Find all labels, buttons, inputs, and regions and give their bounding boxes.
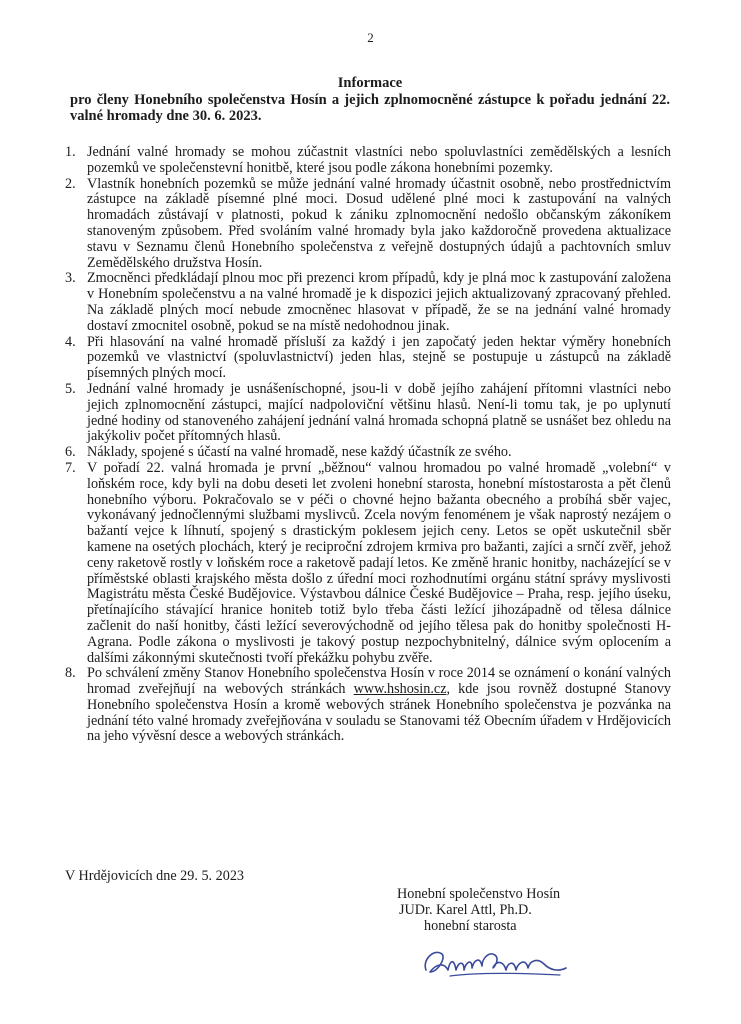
signature-role: honební starosta [424, 918, 517, 934]
signature-organization: Honební společenstvo Hosín [397, 886, 561, 902]
item-text: Jednání valné hromady je usnášeníschopné, jsou-li v době jejího zahájení přítomni vlastníci nebo jejich zplnomocnění zástupci, mající nadpoloviční většinu hlasů. Není-li tomu tak, je po uplynutí jedné hodiny od stanoveného zahájení jednání valná hromada schopná platně se usnášet bez ohledu na jakýkoliv počet přítomných hlasů. [87, 380, 671, 445]
list-item [65, 445, 671, 461]
item-number: 4. [65, 333, 76, 350]
signature-name: JUDr. Karel Attl, Ph.D. [399, 902, 532, 918]
item-text: Náklady, spojené s účastí na valné hromadě, nese každý účastník ze svého. [87, 444, 512, 461]
list-item [65, 461, 671, 666]
list-item [65, 177, 671, 272]
website-link[interactable]: www.hshosin.cz [353, 681, 447, 698]
item-text: V pořadí 22. valná hromada je první „běžnou“ valnou hromadou po valné hromadě „volební“ v loňském roce, kdy byli na dobu deseti let zvoleni honební starosta, honební místostarosta a pět členů honebního výboru. Pokračovalo se v péči o chovné hejno bažanta obecného a probíhá sběr vajec, vykonávaný jednočlennými službami myslivců. Zcela novým fenoménem je však naprostý nezájem o bažantí vejce k líhnutí, spojený s drastickým poklesem jejich ceny. Letos se opět uskutečnil sběr kamene na osetých plochách, který je reciproční zdrojem krmiva pro bažanti, zajíci a srnčí zvěř, jehož ceny raketově rostly v loňském roce a raketově padají letos. Ke změně hranic honitby, nacházející se v příměstské oblasti krajského města došlo z úřední moci rozhodnutími orgánu státní správy myslivosti Magistrátu města České Budějovice. Výstavbou dálnice České Budějovice – Praha, resp. jejího úseku, přetínajícího stávající hranice honiteb totiž bylo třeba části ležící jihozápadně od tělesa dálnice začlenit do naší honitby, části ležící severovýchodně od jejího tělesa pak do honitby společnosti H-Agrana. Podle zákona o myslivosti je takový postup nezpochybnitelný, dálnice svým oplocením a dalšími zákonnými skutečnosti tvoří překážku pohybu zvěře. [87, 459, 671, 666]
item-number: 8. [65, 665, 76, 682]
list-item [65, 666, 671, 745]
list-item [65, 335, 671, 382]
item-text-after-link: , kde jsou rovněž dostupné Stanovy Honebního společenstva Hosín a kromě webových stránek Honebního společenstva je pozvánka na jednání této valné hromady zveřejňována v souladu se Stanovami též Obecním úřadem v Hrdějovicích na jeho vývěsní desce a webových stránkách. [87, 681, 672, 745]
item-number: 2. [65, 175, 76, 192]
signature-block [397, 886, 560, 934]
item-number: 1. [65, 144, 76, 160]
page-number: 2 [367, 30, 374, 45]
place-date: V Hrdějovicích dne 29. 5. 2023 [65, 868, 245, 884]
item-text: Vlastník honebních pozemků se může jednání valné hromady účastnit osobně, nebo prostřednictvím zástupce na základě písemné plné moci. Dosud udělené plné moci k zastupování na valných hromadách zůstávají v platnosti, pokud k zániku zplnomocnění nedošlo občanským zákoníkem stanoveným způsobem. Před svoláním valné hromady byla jako každoročně provedena aktualizace stavu v Seznamu členů Honebního společenstva z veřejně dostupných údajů a pachtovních smluv Zemědělského družstva Hosín. [87, 175, 671, 271]
item-text: Při hlasování na valné hromadě přísluší za každý i jen započatý jeden hektar výměry honebních pozemků ve vlastnictví (spoluvlastnictví) jeden hlas, stejně se postupuje u zástupců na základě písemných plných mocí. [87, 333, 671, 382]
list-item [65, 382, 671, 445]
item-text: Jednání valné hromady se mohou zúčastnit vlastníci nebo spoluvlastníci zemědělských a lesních pozemků ve společenstevní honitbě, které jsou podle zákona honebními pozemky. [87, 144, 671, 176]
list-item [65, 145, 671, 177]
document-title: Informace [337, 75, 403, 91]
item-number: 5. [65, 380, 76, 397]
item-number: 6. [65, 444, 76, 461]
document-subtitle: pro členy Honebního společenstva Hosín a jejich zplnomocněné zástupce k pořadu jednání 22. valné hromady dne 30. 6. 2023. [70, 92, 670, 124]
item-number: 3. [65, 270, 76, 287]
item-number: 7. [65, 459, 76, 476]
item-text-before-link: Po schválení změny Stanov Honebního společenstva Hosín v roce 2014 se oznámení o konání valných hromad zveřejňují na webových stránkách [87, 665, 671, 698]
list-item [65, 271, 671, 334]
handwritten-signature-icon [420, 942, 570, 982]
item-text: Zmocněnci předkládají plnou moc při prezenci krom případů, kdy je plná moc k zastupování založena v Honebním společenstvu a na valné hromadě je k dispozici jejich aktualizovaný zpracovaný přehled. Na základě plných mocí nebude zmocněnec hlasovat v případě, že se na jednání valné hromady dostaví zmocnitel osobně, pokud se na místě nedohodnou jinak. [87, 270, 671, 334]
information-list [65, 145, 671, 745]
document-heading [70, 75, 670, 124]
